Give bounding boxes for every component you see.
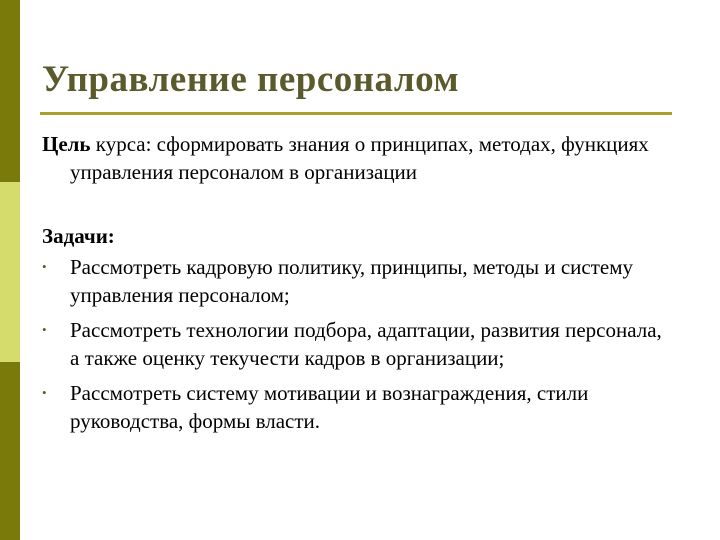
side-accent-strip xyxy=(0,0,20,540)
task-list xyxy=(42,253,672,435)
tasks-heading: Задачи: xyxy=(42,224,115,248)
task-text: Рассмотреть систему мотивации и вознаграждения, стили руководства, формы власти. xyxy=(70,381,589,433)
task-item xyxy=(42,316,672,372)
task-item xyxy=(42,253,672,309)
strip-segment-dark-top xyxy=(0,0,20,182)
title-underline xyxy=(40,112,672,115)
strip-segment-dark-bottom xyxy=(0,362,20,540)
bullet-icon: • xyxy=(42,259,47,274)
bullet-icon: • xyxy=(42,322,47,337)
goal-paragraph xyxy=(42,130,672,186)
bullet-icon: • xyxy=(42,385,47,400)
task-text: Рассмотреть технологии подбора, адаптации, развития персонала, а также оценку текучести кадров в организации; xyxy=(70,318,662,370)
slide-title: Управление персоналом xyxy=(42,59,460,100)
task-text: Рассмотреть кадровую политику, принципы, методы и систему управления персоналом; xyxy=(70,255,633,307)
goal-text: курса: сформировать знания о принципах, методах, функциях управления персоналом в организации xyxy=(70,132,649,184)
strip-segment-light xyxy=(0,182,20,362)
task-item xyxy=(42,379,672,435)
goal-label: Цель xyxy=(42,132,91,156)
slide-body xyxy=(42,130,672,442)
